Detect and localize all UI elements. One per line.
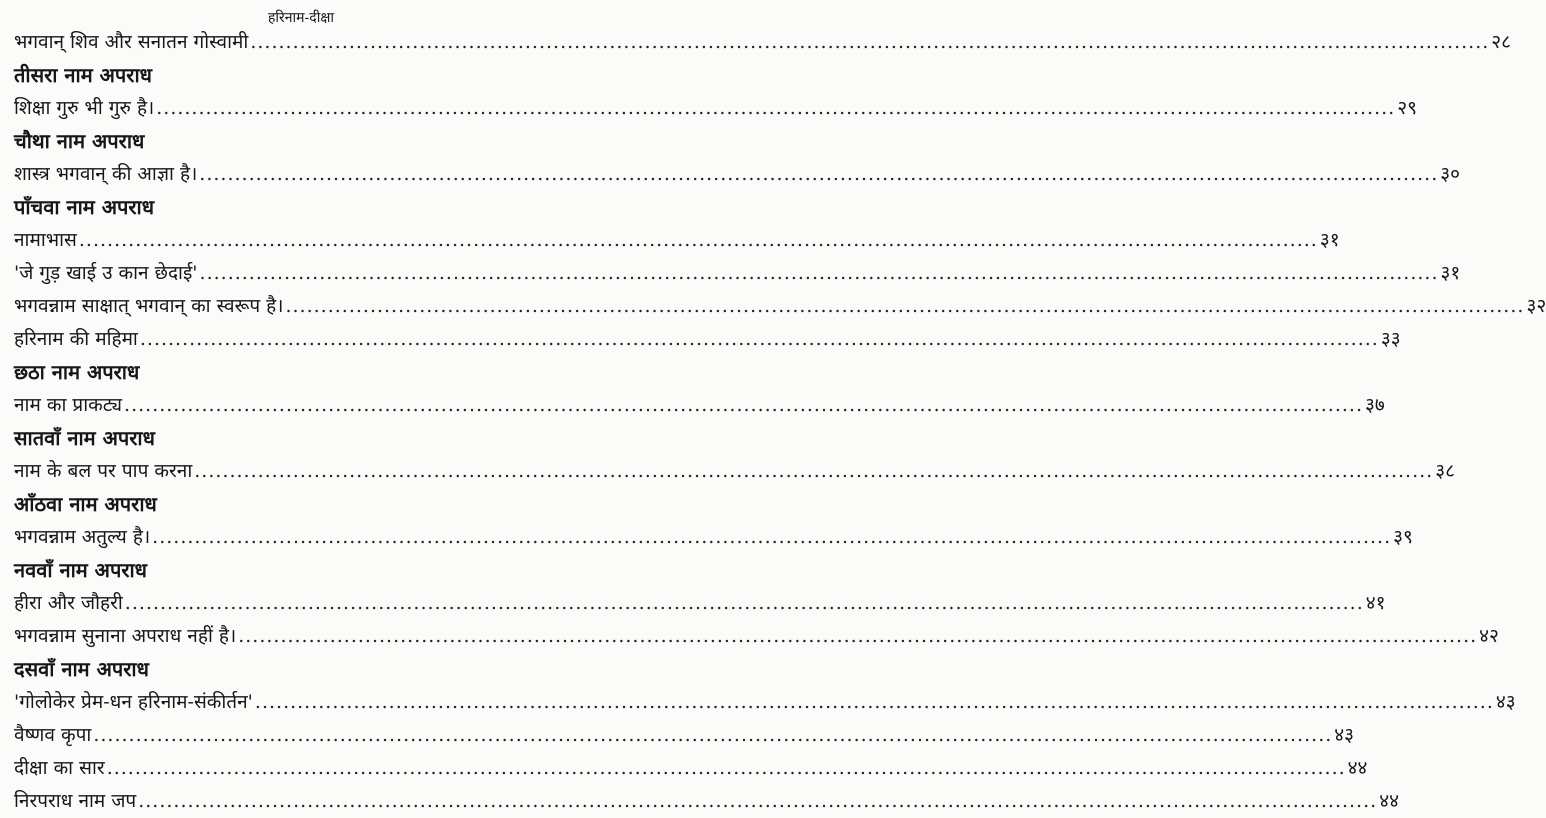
toc-entry bbox=[14, 785, 1399, 818]
page-number: ४४ bbox=[1379, 790, 1399, 812]
entry-title: भगवान् शिव और सनातन गोस्वामी bbox=[14, 31, 249, 53]
toc-entry bbox=[14, 26, 1512, 59]
entry-title: शिक्षा गुरु भी गुरु है। bbox=[14, 97, 155, 119]
entry-title: 'गोलोकेर प्रेम-धन हरिनाम-संकीर्तन' bbox=[14, 691, 253, 713]
toc-entry bbox=[14, 752, 1368, 785]
dot-leader bbox=[238, 625, 1477, 647]
toc-entry bbox=[14, 257, 1461, 290]
entry-title: नाम के बल पर पाप करना bbox=[14, 460, 193, 482]
page-number: ३१ bbox=[1319, 229, 1340, 251]
entry-title: शास्त्र भगवान् की आज्ञा है। bbox=[14, 163, 198, 185]
entry-title: निरपराध नाम जप bbox=[14, 790, 137, 812]
dot-leader bbox=[107, 757, 1346, 779]
dot-leader bbox=[200, 262, 1439, 284]
dot-leader bbox=[285, 295, 1524, 317]
page-number: ४३ bbox=[1334, 724, 1355, 746]
section-heading: पाँचवा नाम अपराध bbox=[14, 195, 155, 219]
toc-entry bbox=[14, 224, 1340, 257]
page-number: ३७ bbox=[1365, 394, 1385, 416]
page-number: ४३ bbox=[1495, 691, 1516, 713]
toc-entry bbox=[14, 290, 1546, 323]
page-number: ३२ bbox=[1526, 295, 1546, 317]
page-number: २८ bbox=[1491, 31, 1512, 53]
page-number: ३८ bbox=[1435, 460, 1455, 482]
toc-entry bbox=[14, 455, 1455, 488]
entry-title: हरिनाम की महिमा bbox=[14, 328, 138, 350]
dot-leader bbox=[152, 526, 1391, 548]
entry-title: दीक्षा का सार bbox=[14, 757, 105, 779]
page-number: ४१ bbox=[1365, 592, 1386, 614]
entry-title: भगवन्नाम अतुल्य है। bbox=[14, 526, 151, 548]
page-number: ३९ bbox=[1393, 526, 1413, 548]
section-heading: चौथा नाम अपराध bbox=[14, 129, 145, 153]
entry-title: 'जे गुड़ खाई उ कान छेदाई' bbox=[14, 262, 198, 284]
table-of-contents bbox=[14, 26, 1546, 818]
dot-leader bbox=[194, 460, 1433, 482]
entry-title: हीरा और जौहरी bbox=[14, 592, 123, 614]
dot-leader bbox=[199, 163, 1438, 185]
entry-title: भगवन्नाम साक्षात् भगवान् का स्वरूप है। bbox=[14, 295, 284, 317]
section-heading: दसवाँ नाम अपराध bbox=[14, 657, 149, 681]
dot-leader bbox=[125, 592, 1364, 614]
dot-leader bbox=[79, 229, 1318, 251]
section-heading: तीसरा नाम अपराध bbox=[14, 63, 152, 87]
section-heading: छठा नाम अपराध bbox=[14, 360, 140, 384]
page-number: ४२ bbox=[1479, 625, 1499, 647]
toc-entry bbox=[14, 323, 1401, 356]
toc-entry bbox=[14, 719, 1355, 752]
dot-leader bbox=[250, 31, 1489, 53]
page-number: ३० bbox=[1440, 163, 1461, 185]
entry-title: नामाभास bbox=[14, 229, 77, 251]
section-heading: आँठवा नाम अपराध bbox=[14, 492, 157, 516]
page-number: ४४ bbox=[1347, 757, 1368, 779]
entry-title: वैष्णव कृपा bbox=[14, 724, 92, 746]
toc-entry bbox=[14, 158, 1461, 191]
toc-entry bbox=[14, 686, 1516, 719]
dot-leader bbox=[140, 328, 1379, 350]
dot-leader bbox=[255, 691, 1494, 713]
section-heading: नववाँ नाम अपराध bbox=[14, 558, 147, 582]
page-number: ३१ bbox=[1440, 262, 1461, 284]
entry-title: नाम का प्राकट्य bbox=[14, 394, 123, 416]
dot-leader bbox=[138, 790, 1377, 812]
section-heading: सातवाँ नाम अपराध bbox=[14, 426, 155, 450]
dot-leader bbox=[93, 724, 1332, 746]
running-head: हरिनाम-दीक्षा bbox=[267, 10, 334, 26]
page-number: २९ bbox=[1397, 97, 1417, 119]
toc-entry bbox=[14, 92, 1417, 125]
dot-leader bbox=[156, 97, 1395, 119]
entry-title: भगवन्नाम सुनाना अपराध नहीं है। bbox=[14, 625, 237, 647]
page-number: ३३ bbox=[1380, 328, 1401, 350]
toc-entry bbox=[14, 389, 1385, 422]
toc-entry bbox=[14, 521, 1413, 554]
dot-leader bbox=[124, 394, 1363, 416]
toc-entry bbox=[14, 587, 1386, 620]
toc-entry bbox=[14, 620, 1499, 653]
